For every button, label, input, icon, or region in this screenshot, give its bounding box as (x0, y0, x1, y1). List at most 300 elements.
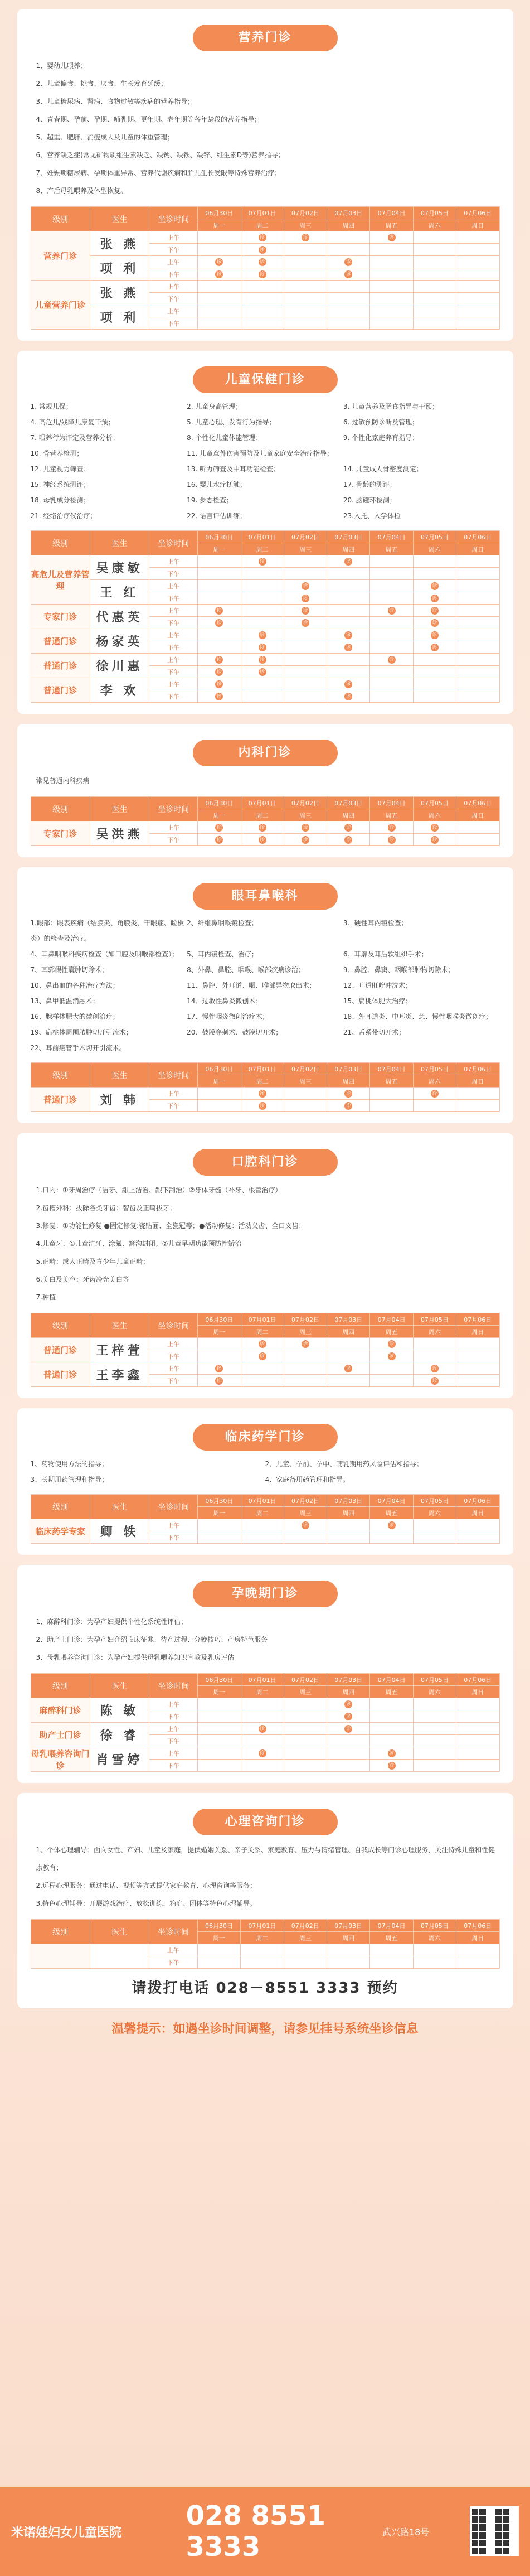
schedule-cell[interactable] (284, 1350, 327, 1362)
schedule-cell[interactable] (284, 1519, 327, 1531)
schedule-cell[interactable] (370, 629, 413, 641)
schedule-cell[interactable] (456, 231, 499, 244)
schedule-cell[interactable] (456, 641, 499, 654)
schedule-cell[interactable] (413, 268, 456, 281)
schedule-cell[interactable] (456, 268, 499, 281)
schedule-cell[interactable] (198, 244, 241, 256)
schedule-cell[interactable] (413, 678, 456, 690)
schedule-cell[interactable] (241, 834, 284, 846)
hotline-text[interactable]: 请拨打电话 028－8551 3333 预约 (132, 1980, 398, 1997)
schedule-cell[interactable] (370, 1747, 413, 1760)
schedule-cell[interactable] (198, 268, 241, 281)
clinic-dot-icon: 诊 (215, 668, 223, 676)
schedule-cell[interactable] (413, 592, 456, 605)
schedule-cell[interactable] (197, 1956, 240, 1969)
schedule-cell[interactable] (456, 1362, 499, 1375)
schedule-cell[interactable] (370, 1350, 413, 1362)
schedule-cell[interactable] (198, 1735, 241, 1747)
service-item: 4. 高危儿/残障儿康复干预； (30, 418, 115, 426)
schedule-cell[interactable] (327, 1944, 369, 1956)
schedule-cell[interactable] (327, 1735, 370, 1747)
schedule-cell[interactable] (284, 1088, 327, 1100)
schedule-cell[interactable] (198, 1375, 241, 1387)
schedule-cell[interactable] (327, 678, 370, 690)
schedule-cell[interactable] (327, 821, 370, 834)
schedule-cell[interactable] (241, 1698, 284, 1710)
schedule-cell[interactable] (198, 1519, 241, 1531)
schedule-cell[interactable] (284, 1747, 327, 1760)
schedule-cell[interactable] (456, 305, 499, 317)
schedule-cell[interactable] (413, 1747, 456, 1760)
schedule-cell[interactable] (198, 821, 241, 834)
schedule-cell[interactable] (413, 1710, 456, 1723)
schedule-cell[interactable] (327, 654, 370, 666)
schedule-cell[interactable] (456, 293, 499, 305)
schedule-cell[interactable] (327, 1362, 370, 1375)
schedule-cell[interactable] (413, 821, 456, 834)
schedule-cell[interactable] (327, 834, 370, 846)
schedule-cell[interactable] (198, 641, 241, 654)
schedule-cell[interactable] (284, 1735, 327, 1747)
schedule-cell[interactable] (370, 1723, 413, 1735)
schedule-cell[interactable] (327, 1375, 370, 1387)
schedule-cell[interactable] (370, 641, 413, 654)
schedule-cell[interactable] (413, 1956, 456, 1969)
schedule-cell[interactable] (241, 568, 284, 580)
schedule-cell[interactable] (370, 317, 413, 330)
schedule-cell[interactable] (456, 1350, 499, 1362)
schedule-cell[interactable] (198, 690, 241, 703)
schedule-cell[interactable] (284, 629, 327, 641)
schedule-cell[interactable] (456, 244, 499, 256)
schedule-cell[interactable] (370, 654, 413, 666)
schedule-cell[interactable] (370, 1956, 413, 1969)
schedule-cell[interactable] (284, 281, 327, 293)
schedule-cell[interactable] (327, 629, 370, 641)
schedule-cell[interactable] (413, 256, 456, 268)
schedule-cell[interactable] (327, 256, 370, 268)
schedule-cell[interactable] (241, 617, 284, 629)
header-date: 06月30日 (198, 531, 241, 543)
schedule-cell[interactable] (241, 1747, 284, 1760)
schedule-cell[interactable] (370, 617, 413, 629)
schedule-cell[interactable] (370, 1519, 413, 1531)
schedule-cell[interactable] (370, 1735, 413, 1747)
schedule-cell[interactable] (241, 580, 284, 592)
schedule-cell[interactable] (241, 605, 284, 617)
schedule-cell[interactable] (370, 1760, 413, 1772)
schedule-cell[interactable] (413, 666, 456, 678)
schedule-cell[interactable] (327, 1760, 370, 1772)
schedule-cell[interactable] (413, 690, 456, 703)
doctor-name[interactable]: 刘 韩 (90, 1088, 149, 1112)
schedule-cell[interactable] (370, 231, 413, 244)
doctor-name[interactable]: 项 利 (90, 256, 149, 281)
doctor-name[interactable]: 王李鑫 (90, 1362, 149, 1387)
schedule-cell[interactable] (327, 293, 370, 305)
schedule-cell[interactable] (413, 244, 456, 256)
schedule-cell[interactable] (370, 1531, 413, 1544)
schedule-cell[interactable] (241, 244, 284, 256)
schedule-cell[interactable] (413, 1362, 456, 1375)
schedule-cell[interactable] (241, 1338, 284, 1350)
doctor-name[interactable]: 王梓萱 (90, 1338, 149, 1362)
doctor-name[interactable]: 王 红 (90, 580, 149, 605)
schedule-cell[interactable] (327, 305, 370, 317)
schedule-cell[interactable] (198, 834, 241, 846)
schedule-cell[interactable] (456, 1944, 499, 1956)
schedule-cell[interactable] (284, 592, 327, 605)
schedule-cell[interactable] (241, 305, 284, 317)
doctor-name[interactable]: 徐 睿 (90, 1723, 149, 1747)
schedule-cell[interactable] (284, 654, 327, 666)
schedule-cell[interactable] (456, 617, 499, 629)
schedule-cell[interactable] (327, 244, 370, 256)
schedule-cell[interactable] (327, 568, 370, 580)
schedule-cell[interactable] (370, 666, 413, 678)
schedule-cell[interactable] (327, 231, 370, 244)
schedule-cell[interactable] (413, 641, 456, 654)
schedule-cell[interactable] (370, 293, 413, 305)
schedule-cell[interactable] (197, 1944, 240, 1956)
schedule-cell[interactable] (284, 641, 327, 654)
schedule-cell[interactable] (456, 690, 499, 703)
schedule-cell[interactable] (284, 1338, 327, 1350)
schedule-cell[interactable] (456, 821, 499, 834)
schedule-cell[interactable] (241, 231, 284, 244)
schedule-cell[interactable] (198, 305, 241, 317)
schedule-cell[interactable] (456, 1735, 499, 1747)
footer-phone[interactable]: 028 8551 3333 (186, 2500, 326, 2563)
header-doctor: 医生 (90, 1313, 149, 1338)
schedule-cell[interactable] (413, 281, 456, 293)
schedule-cell[interactable] (284, 1956, 327, 1969)
level-cell: 普通门诊 (31, 678, 90, 703)
schedule-cell[interactable] (241, 1519, 284, 1531)
schedule-cell[interactable] (241, 1760, 284, 1772)
schedule-cell[interactable] (327, 1710, 370, 1723)
schedule-cell[interactable] (284, 555, 327, 568)
schedule-cell[interactable] (284, 244, 327, 256)
schedule-cell[interactable] (413, 617, 456, 629)
schedule-cell[interactable] (456, 1531, 499, 1544)
schedule-cell[interactable] (413, 580, 456, 592)
schedule-cell[interactable] (370, 1338, 413, 1350)
schedule-cell[interactable] (284, 305, 327, 317)
schedule-cell[interactable] (198, 605, 241, 617)
schedule-cell[interactable] (413, 1338, 456, 1350)
schedule-cell[interactable] (456, 1338, 499, 1350)
schedule-cell[interactable] (456, 1747, 499, 1760)
schedule-cell[interactable] (413, 1100, 456, 1112)
schedule-cell[interactable] (456, 281, 499, 293)
schedule-cell[interactable] (284, 1100, 327, 1112)
schedule-cell[interactable] (198, 592, 241, 605)
schedule-cell[interactable] (198, 1088, 241, 1100)
schedule-cell[interactable] (284, 256, 327, 268)
schedule-cell[interactable] (198, 666, 241, 678)
schedule-cell[interactable] (413, 305, 456, 317)
schedule-cell[interactable] (198, 654, 241, 666)
schedule-cell[interactable] (456, 666, 499, 678)
schedule-cell[interactable] (370, 1100, 413, 1112)
schedule-cell[interactable] (327, 1698, 370, 1710)
schedule-cell[interactable] (241, 592, 284, 605)
doctor-name[interactable]: 徐川惠 (90, 654, 149, 678)
schedule-cell[interactable] (198, 231, 241, 244)
schedule-cell[interactable] (327, 555, 370, 568)
schedule-cell[interactable] (456, 1375, 499, 1387)
schedule-cell[interactable] (327, 641, 370, 654)
schedule-cell[interactable] (413, 568, 456, 580)
schedule-cell[interactable] (456, 317, 499, 330)
schedule-cell[interactable] (198, 1723, 241, 1735)
schedule-cell[interactable] (327, 1100, 370, 1112)
schedule-cell[interactable] (327, 617, 370, 629)
schedule-cell[interactable] (198, 256, 241, 268)
schedule-cell[interactable] (456, 1956, 499, 1969)
schedule-cell[interactable] (241, 281, 284, 293)
doctor-name[interactable]: 陈 敏 (90, 1698, 149, 1723)
schedule-cell[interactable] (284, 293, 327, 305)
schedule-cell[interactable] (456, 256, 499, 268)
schedule-cell[interactable] (284, 317, 327, 330)
schedule-cell[interactable] (370, 592, 413, 605)
schedule-cell[interactable] (198, 281, 241, 293)
doctor-name[interactable]: 代惠英 (90, 605, 149, 629)
header-level: 级别 (31, 1313, 90, 1338)
schedule-cell[interactable] (413, 1375, 456, 1387)
schedule-cell[interactable] (413, 317, 456, 330)
schedule-cell[interactable] (370, 1698, 413, 1710)
schedule-cell[interactable] (327, 592, 370, 605)
header-weekday: 周四 (327, 543, 370, 555)
schedule-cell[interactable] (198, 617, 241, 629)
doctor-name[interactable]: 吴洪燕 (90, 821, 149, 846)
schedule-cell[interactable] (327, 605, 370, 617)
schedule-cell[interactable] (413, 1088, 456, 1100)
schedule-cell[interactable] (241, 821, 284, 834)
schedule-cell[interactable] (198, 1531, 241, 1544)
schedule-cell[interactable] (413, 1350, 456, 1362)
schedule-cell[interactable] (413, 654, 456, 666)
schedule-cell[interactable] (327, 1350, 370, 1362)
schedule-cell[interactable] (456, 678, 499, 690)
schedule-cell[interactable] (241, 1375, 284, 1387)
service-item: 15. 神经系统测评； (30, 481, 90, 489)
doctor-name[interactable]: 肖雪婷 (90, 1747, 149, 1772)
schedule-cell[interactable] (370, 1710, 413, 1723)
schedule-cell[interactable] (327, 580, 370, 592)
schedule-cell[interactable] (241, 1723, 284, 1735)
schedule-cell[interactable] (241, 629, 284, 641)
schedule-cell[interactable] (284, 605, 327, 617)
schedule-cell[interactable] (456, 580, 499, 592)
schedule-cell[interactable] (456, 555, 499, 568)
schedule-cell[interactable] (198, 629, 241, 641)
schedule-cell[interactable] (370, 1944, 413, 1956)
doctor-name[interactable]: 张 燕 (90, 231, 149, 256)
schedule-cell[interactable] (198, 580, 241, 592)
schedule-cell[interactable] (413, 555, 456, 568)
schedule-cell[interactable] (413, 1723, 456, 1735)
schedule-cell[interactable] (284, 580, 327, 592)
schedule-cell[interactable] (456, 834, 499, 846)
schedule-cell[interactable] (370, 281, 413, 293)
schedule-cell[interactable] (241, 1350, 284, 1362)
schedule-cell[interactable] (456, 629, 499, 641)
schedule-cell[interactable] (241, 690, 284, 703)
schedule-cell[interactable] (327, 317, 370, 330)
schedule-cell[interactable] (370, 244, 413, 256)
schedule-cell[interactable] (284, 678, 327, 690)
schedule-cell[interactable] (413, 1698, 456, 1710)
schedule-cell[interactable] (284, 1710, 327, 1723)
schedule-cell[interactable] (284, 1760, 327, 1772)
schedule-cell[interactable] (241, 1944, 284, 1956)
schedule-cell[interactable] (370, 834, 413, 846)
schedule-cell[interactable] (241, 654, 284, 666)
schedule-cell[interactable] (284, 1723, 327, 1735)
schedule-cell[interactable] (241, 317, 284, 330)
schedule-cell[interactable] (413, 629, 456, 641)
schedule-cell[interactable] (198, 1760, 241, 1772)
schedule-cell[interactable] (327, 1519, 370, 1531)
schedule-cell[interactable] (284, 834, 327, 846)
schedule-cell[interactable] (327, 1531, 370, 1544)
schedule-cell[interactable] (284, 1944, 327, 1956)
schedule-cell[interactable] (198, 293, 241, 305)
schedule-cell[interactable] (456, 1710, 499, 1723)
schedule-cell[interactable] (241, 1362, 284, 1375)
schedule-cell[interactable] (327, 1088, 370, 1100)
schedule-cell[interactable] (198, 1710, 241, 1723)
schedule-cell[interactable] (413, 605, 456, 617)
schedule-cell[interactable] (241, 1956, 284, 1969)
schedule-cell[interactable] (413, 1519, 456, 1531)
header-level: 级别 (31, 207, 90, 231)
schedule-cell[interactable] (327, 1338, 370, 1350)
schedule-cell[interactable] (327, 690, 370, 703)
schedule-cell[interactable] (198, 1698, 241, 1710)
period-label: 上午 (149, 281, 198, 293)
schedule-cell[interactable] (413, 231, 456, 244)
schedule-cell[interactable] (456, 1723, 499, 1735)
doctor-name[interactable]: 杨家英 (90, 629, 149, 654)
schedule-cell[interactable] (241, 268, 284, 281)
schedule-cell[interactable] (284, 568, 327, 580)
schedule-cell[interactable] (198, 678, 241, 690)
doctor-name[interactable]: 项 利 (90, 305, 149, 330)
schedule-cell[interactable] (413, 834, 456, 846)
schedule-cell[interactable] (327, 1956, 369, 1969)
schedule-cell[interactable] (241, 256, 284, 268)
schedule-cell[interactable] (413, 1735, 456, 1747)
schedule-cell[interactable] (456, 1100, 499, 1112)
schedule-cell[interactable] (456, 605, 499, 617)
schedule-cell[interactable] (284, 1531, 327, 1544)
schedule-cell[interactable] (198, 568, 241, 580)
schedule-cell[interactable] (198, 1100, 241, 1112)
schedule-cell[interactable] (241, 641, 284, 654)
schedule-cell[interactable] (370, 1088, 413, 1100)
schedule-cell[interactable] (370, 555, 413, 568)
schedule-cell[interactable] (413, 1944, 456, 1956)
schedule-cell[interactable] (284, 1362, 327, 1375)
schedule-cell[interactable] (284, 1698, 327, 1710)
schedule-cell[interactable] (327, 666, 370, 678)
schedule-cell[interactable] (198, 1338, 241, 1350)
doctor-name[interactable]: 张 燕 (90, 281, 149, 305)
schedule-cell[interactable] (370, 1375, 413, 1387)
schedule-cell[interactable] (456, 1088, 499, 1100)
schedule-cell[interactable] (456, 1519, 499, 1531)
schedule-cell[interactable] (198, 317, 241, 330)
schedule-cell[interactable] (413, 1760, 456, 1772)
schedule-cell[interactable] (284, 666, 327, 678)
schedule-cell[interactable] (198, 1350, 241, 1362)
schedule-cell[interactable] (370, 305, 413, 317)
schedule-cell[interactable] (241, 678, 284, 690)
schedule-cell[interactable] (241, 555, 284, 568)
schedule-cell[interactable] (284, 1375, 327, 1387)
schedule-cell[interactable] (198, 1362, 241, 1375)
schedule-cell[interactable] (241, 1735, 284, 1747)
schedule-cell[interactable] (456, 1760, 499, 1772)
schedule-cell[interactable] (370, 821, 413, 834)
schedule-cell[interactable] (327, 281, 370, 293)
schedule-cell[interactable] (327, 268, 370, 281)
schedule-cell[interactable] (284, 231, 327, 244)
schedule-cell[interactable] (284, 821, 327, 834)
schedule-cell[interactable] (241, 1710, 284, 1723)
section-nutrition (17, 9, 513, 341)
schedule-cell[interactable] (456, 654, 499, 666)
schedule-cell[interactable] (370, 568, 413, 580)
schedule-cell[interactable] (413, 293, 456, 305)
doctor-name[interactable]: 李 欢 (90, 678, 149, 703)
schedule-cell[interactable] (456, 568, 499, 580)
schedule-cell[interactable] (241, 1531, 284, 1544)
schedule-cell[interactable] (241, 666, 284, 678)
schedule-cell[interactable] (327, 1747, 370, 1760)
schedule-cell[interactable] (370, 605, 413, 617)
clinic-dot-icon: 诊 (215, 607, 223, 615)
schedule-cell[interactable] (370, 268, 413, 281)
schedule-cell[interactable] (284, 268, 327, 281)
schedule-cell[interactable] (456, 1698, 499, 1710)
qr-code-icon[interactable] (470, 2506, 519, 2556)
schedule-cell[interactable] (370, 1362, 413, 1375)
schedule-cell[interactable] (284, 617, 327, 629)
schedule-cell[interactable] (241, 1100, 284, 1112)
schedule-cell[interactable] (370, 678, 413, 690)
schedule-cell[interactable] (284, 690, 327, 703)
schedule-cell[interactable] (370, 580, 413, 592)
doctor-name[interactable]: 卿 轶 (90, 1519, 149, 1544)
schedule-cell[interactable] (327, 1723, 370, 1735)
schedule-cell[interactable] (198, 555, 241, 568)
schedule-cell[interactable] (241, 293, 284, 305)
schedule-cell[interactable] (241, 1088, 284, 1100)
schedule-cell[interactable] (370, 256, 413, 268)
schedule-cell[interactable] (413, 1531, 456, 1544)
schedule-cell[interactable] (456, 592, 499, 605)
doctor-name[interactable]: 吴康敏 (90, 555, 149, 580)
schedule-cell[interactable] (370, 690, 413, 703)
schedule-cell[interactable] (198, 1747, 241, 1760)
period-label: 下午 (149, 1375, 198, 1387)
